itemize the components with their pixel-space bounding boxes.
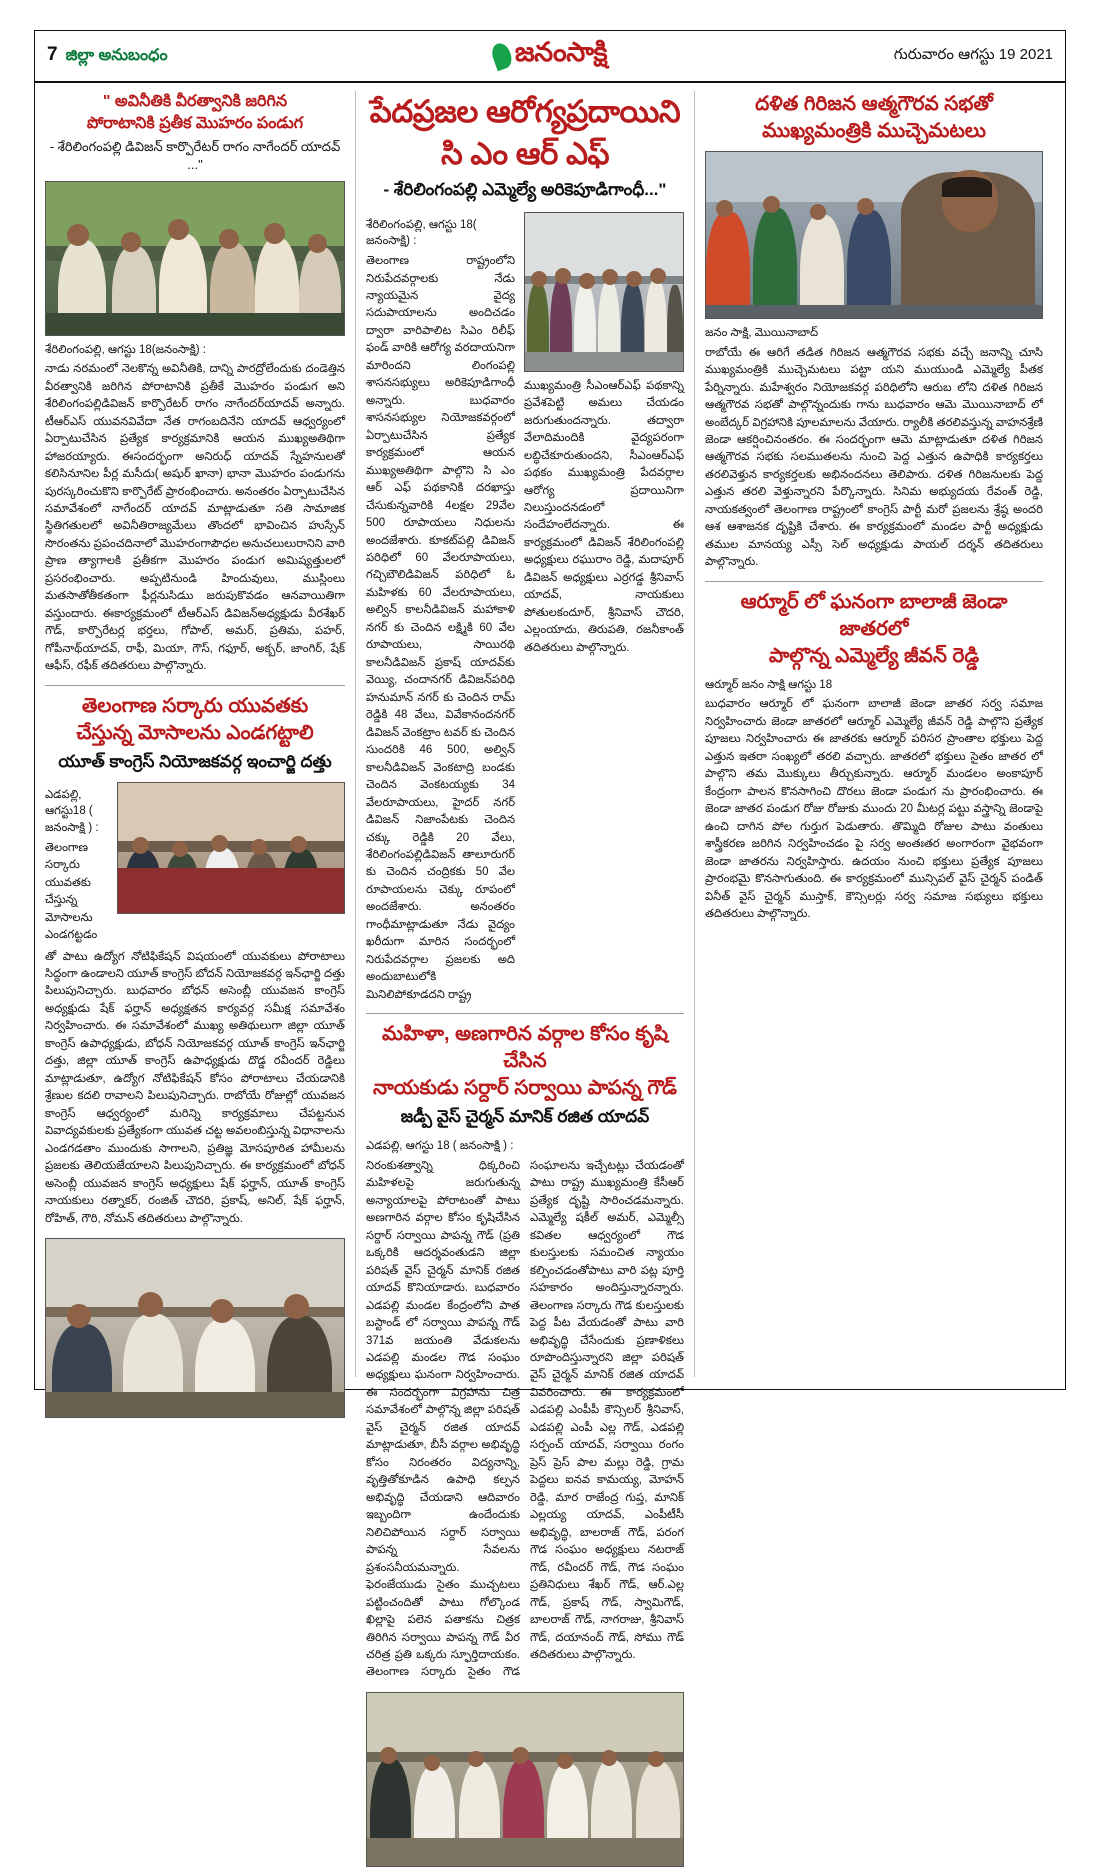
article-6-headline-line2: పాల్గొన్న ఎమ్మెల్యే జీవన్ రెడ్డి <box>768 644 980 667</box>
article-4-headline-line2: నాయకుడు సర్దార్ సర్వాయి పాపన్న గౌడ్ <box>373 1077 677 1100</box>
article-3-dateline: శేరిలింగంపల్లి, ఆగస్టు 18( జనంసాక్షి) : <box>366 218 477 248</box>
masthead-left <box>47 44 168 68</box>
photo-indoor-group-meeting <box>45 1238 345 1418</box>
article-3-body-right: ముఖ్యమంత్రి సీఎంఆర్ఎఫ్ పథకాన్ని ప్రవేశపెట్టి అమలు చేయడం జరుగుతుందన్నారు. తద్వారా వేలాదిమందికి వైద్యపరంగా లబ్ధిచేకూరుతుందని, సీఎంఆర్ఎఫ్ పథకం ముఖ్యమంత్రి పేదవర్గాల ఆరోగ్య ప్రదాయినిగా నిలుస్తుందనడంలో సందేహంలేదన్నారు. ఈ కార్యక్రమంలో డివిజన్ శేరిలింగంపల్లి అధ్యక్షులు రఘురాం రెడ్డి, మదాపూర్ డివిజన్ అధ్యక్షులు ఎర్రగడ్డ శ్రీనివాస్ యాదవ్, నాయకులు పోతులకందూర్, శ్రీనివాస్ చౌదరి, ఎల్లంయాదు, తిరుపతి, రజనీకాంత్ తదితరులు పాల్గొన్నారు. <box>524 379 684 654</box>
page-number: 7 <box>47 44 58 65</box>
article-3-subheadline: - శేరిలింగంపల్లి ఎమ్మెల్యే అరికెపూడిగాంధీ..." <box>383 179 667 199</box>
article-5-body: రాబోయే ఈ ఆరిగే తడిత గిరిజన ఆత్మగౌరవ సభకు వచ్చే జనాన్ని చూసి ముఖ్యమంత్రికి ముచ్చెమటలు పట్టా యని ముయుండి ఎమ్మెల్యే పీతక పేర్నిన్నారు. మహేశ్వరం నియోజకవర్గ పరిధిలోని ఆరుబ లోని దళిత గిరిజన ఆత్మగౌరవ సభతో పాల్గొన్నందుకు గాను బుధవారం ఆమె మొయినాబాద్ లో అంబేద్కర్ విగ్రహానికి పూలమాలను వేయారు. ర్యాలీకి తరలివస్తున్న వాహనశ్రేణి జెండా ఆకర్షించినంతరం. ఈ సందర్భంగా ఆమె మాట్లాడుతూ దళిత గిరిజన ఆత్మగౌరవ సభకు సలముతలను నుంచి పెద్ద ఎత్తున ఉపాధికి కార్యకర్తలు తరలివెళ్తున కార్యకర్తలకు అభినందనలు తెలిపారు. దళిత గిరిజనులకు పెద్ద ఎత్తున తరలి వెళ్తున్నారని పేర్కొన్నారు. సినిమ అభ్యుదయ రేవంత్ రెడ్డి, నాయకత్వంలో తెలంగాణ రాష్ట్రంలో కాంగ్రెస్ పార్టీ మరో ప్రజలను శ్రేష్ఠ అందరి ఆశ ఆశాజనక దృష్టికి చేశారు. ఈ కార్యక్రమంలో మండల పార్టీ అధ్యక్షుడు తముల మానయ్య ఎస్సీ సెల్ అధ్యక్షుడు పాయల్ దర్శన్ తదితరులు పాల్గొన్నారు. <box>705 346 1043 569</box>
article-3 <box>366 91 684 1004</box>
article-1-dateline: శేరిలింగంపల్లి, ఆగస్టు 18(జనంసాక్షి) : <box>45 343 206 356</box>
article-1 <box>45 91 345 676</box>
article-1-headline-line2: పోరాటానికి ప్రతీక మొహరం పండుగ <box>86 114 304 132</box>
article-6-dateline: ఆర్మూర్ జనం సాక్షి ఆగస్టు 18 <box>705 678 833 691</box>
column-right <box>705 91 1043 1377</box>
masthead <box>35 31 1065 83</box>
newspaper-page <box>34 30 1066 1679</box>
article-3-headline: పేదప్రజల ఆరోగ్యప్రదాయిని సి ఎం ఆర్ ఎఫ్ <box>369 94 681 171</box>
publication-date: గురువారం ఆగస్టు 19 2021 <box>893 45 1053 63</box>
article-4-dateline: ఎడపల్లి, ఆగస్టు 18 ( జనంసాక్షి ) : <box>366 1140 514 1153</box>
article-6-headline-line1: ఆర్మూర్ లో ఘనంగా బాలాజీ జెండా జాతరలో <box>740 590 1008 640</box>
column-center <box>355 91 695 1679</box>
article-6-body: బుధవారం ఆర్మూర్ లో ఘనంగా బాలాజీ జెండా జాతర సర్వ సమాజ నిర్వహించారు జెండా జాతరలో ఆర్మూర్ ఎమ్మెల్యే జీవన్ రెడ్డి పాల్గొని ప్రత్యేక పూజలు నిర్వహించారు ఈ జాతరకు ఆర్మూర్ పరిసర ప్రాంతాల భక్తులు పెద్ద ఎత్తున ఇతరా సంఖ్యలో తరలి వచ్చారు. జాతరలో భక్తులు సైతం జాతర లో పాల్గొని తమ మొక్కులు తీర్చుకున్నారు. ఆర్మూర్ మండలం అంకాపూర్ కేంద్రంగా పాలన కొనసాగించి దొరలు జెండా పండుగ ను ప్రారంభించారు. ఈ జెండా జాతర పండుగ రోజు రోజుకు ముందు 20 మీటర్ల పట్టు వస్త్రాన్ని జెండాపై ఉంచి దాగిన పోల గుర్తుగ పెడుతారు. తొమ్మిది రోజుల పాటు వంతులు శాస్త్రీకరణ జరిగిన నిర్వహించడం పై సర్వ అంతఃతర అంగారంగా వైభవంగా జెండా జాతరను నిర్వహిస్తారు. ఉదయం నుంచి భక్తులు ప్రత్యేక పూజలు ప్రారంభమై కొనసాగుతుంది. ఈ కార్యక్రమంలో మున్సిపల్ వైస్ చైర్మన్ పండిత్ వినీత్ వైస్ చైర్మన్ ముస్తాక్, కౌన్సిలర్లు సర్వ సమాజ సభ్యులు భక్తులు తదితరులు పాల్గొన్నారు. <box>705 698 1043 921</box>
article-5-headline-line1: దళిత గిరిజన ఆత్మగౌరవ సభతో <box>755 93 993 115</box>
article-5 <box>705 91 1043 572</box>
newspaper-logo <box>493 37 607 75</box>
divider <box>45 685 345 686</box>
article-2-headline-line1: తెలంగాణ సర్కారు యువతకు <box>81 694 309 717</box>
article-4-subheadline: జడ్పీ వైస్ చైర్మన్ మానిక్ రజిత యాదవ్ <box>400 1107 650 1127</box>
article-2-dateline: ఎడపల్లి, ఆగస్టు18 ( జనంసాక్షి ) : <box>45 788 99 835</box>
divider <box>705 581 1043 582</box>
article-4 <box>366 1021 684 1682</box>
article-1-body: నాడు నరమంలో నెలకొన్న అవినీతికి, దాన్ని పారద్రోలేందుకు దండెత్తిన వీరత్వానికి జరిగిన పోరాటానికి ప్రతీకే మొహరం పండుగ అని శేరిలింగంపల్లిడివిజన్ కార్పొరేటర్ రాగం నాగేందర్‌యాదవ్ అన్నారు. టీఆర్ఎస్ యువనవివేదా నేత రాగంబదినేని యాదవ్ ఆధ్వర్యంలో ఏర్పాటుచేసిన ప్రత్యేక కార్యక్రమానికి ఆయన ముఖ్యఅతిథిగా హాజరయ్యారు. ఈసందర్భంగా అనిరుధ్ యాదవ్ స్నేహనులతో కలిసినూనిల పీర్ల మసీదు( అషుర్ ఖానా) భానా మొహరం పండుగను పురస్కరించుకొని కార్పొరేట్ ప్రారంభించారు. అనంతరం ఏర్పాటుచేసిన సమావేశంలో నాగేందర్ యాదవ్ మాట్లాడుతూ సతి సామాజిక స్థితిగతులలో అవినీతిరాజ్యమేలు తొందలో భావించిన హుస్సేన్ సొరంతను ప్రపంచదినాలో మొహరంగాపౌధల అనుచలులురానిని వారి ప్రాణ త్యాగాలకి ప్రతీకగా మొహరం పండుగ అమిష్యత్తులలో ప్రసరంభించారు. అప్పటినుండి హిందువులు, ముస్లింలు మతసాతోతీకతంగా ఫీర్లనుసిడుు జరుపుకొవడం ఆనవాయితిగా వస్తుందారు. ఈకార్యక్రమంలో టీఆర్ఎస్ డివిజన్‌అధ్యక్షుడు వీరశేఖర్ గౌడ్, కార్పొరేటర్ల భర్తలు, గోపాల్, అమర్, ప్రతిమ, పహర్, గోపీనాథ్‌యాదవ్, రాఫీ, మియా, గౌస్, గఫూర్, అక్బర్, జాంగిర్, షేక్ ఆఫీస్, రఫీక్ తదితరులు పాల్గొన్నారు. <box>45 363 345 673</box>
article-2-body: తో పాటు ఉద్యోగ నోటిఫికేషన్ విషయంలో యువకులు పోరాటాలు సిద్ధంగా ఉండాలని యూత్ కాంగ్రెస్ బోదన్ నియోజకవర్గ ఇన్‌ఛార్జి దత్తు పిలుపునిచ్చారు. బుధవారం బోధన్ అసెంబ్లీ యువజన కాంగ్రెస్ అధ్యక్షుడు షేక్ ఫర్హాన్ అధ్యక్షతన కార్యవర్గ సమీక్ష సమావేశం నిర్వహించారు. ఈ సమావేశంలో ముఖ్య అతిథులుగా జిల్లా యూత్ కాంగ్రెస్ ఉపాధ్యక్షుడు, బోధన్ నియోజకవర్గ యూత్ కాంగ్రెస్ ఇన్‌ఛార్జి దత్తు, జిల్లా యూత్ కాంగ్రెస్ ఉపాధ్యక్షుడు దొడ్డ రవీందర్ రెడ్డిలు మాట్లాడుతూ, ఉద్యోగ నోటిఫికేషన్ కోసం పోరాటాలు చేయడానికి శ్రేణుల కదలి రావాలని పిలుపునిచ్చారు. రాబోయే రోజుల్లో యువజన కాంగ్రెస్ ఆధ్వర్యంలో మరిన్ని కార్యక్రమాలు చేపట్టనున వివాద్యవకులకు ప్రత్యేకంగా యువత చట్ట అవలంబిస్తున్న విధానాలను ఎండగడతాం ముందుకు సాగాలని, ప్రతిజ్ఞ మోసపూరిత హామీలను ప్రజలకు తెలియజేయాలని పిలుపునిచ్చారు. ఈ కార్యక్రమంలో బోధన్ అసెంబ్లీ యువజన కాంగ్రెస్ అధ్యక్షులు షేక్ ఫర్హాన్, యూత్ కాంగ్రెస్ నాయకులు రత్నాకర్, రంజిత్ చౌదరి, ప్రకాష్, అనిల్, షేక్ ఫర్హాన్, రోహిత్, గౌరి, నోమన్ తదితరులు పాల్గొన్నారు. <box>45 950 345 1225</box>
photo-statue-garlanding <box>366 1692 684 1867</box>
article-3-body-left: తెలంగాణ రాష్ట్రంలోని నిరుపేదవర్గాలకు నేడు న్యాయమైన వైద్య సదుపాయాలను అందిచడం ద్వారా వారిపాలిట సిఎం రిలీఫ్ ఫండ్ వారికి ఆరోగ్య వరదాయనిగా మారిందని లింగంపల్లి శాసనసభ్యులు అరికెపూడిగాంధీ అన్నారు. బుధవారం శాసనసభ్యుల నియోజకవర్గంలో ఏర్పాటుచేసిన ప్రత్యేక కార్యక్రమంలో ఆయన ముఖ్యఅతిథిగా పాల్గొని సి ఎం ఆర్ ఎఫ్ పథకానికి దరఖాస్తు చేసుకున్నవారికి 4లక్షల 29వేల 500 రూపాయలు నిధులను అందజేశారు. కూకట్‌పల్లి డివిజన్ పరిధిలో 60 వేలరూపాయలు, గచ్చిబౌలిడివిజన్ పరిధిలో ఓ మహిళకు 60 వేలరూపాయలు, అల్విన్ కాలనీడివిజన్ మహాకాళి నగర్ కు చెందిన లక్ష్మికి 60 వేల రూపాయలు, సాయిరథి కాలనీడివిజన్ ప్రకాష్ యాదవ్‌కు వెయ్యి, చందానగర్ డివిజన్‌పరిధి హనుమాన్ నగర్ కు చెందిన రామ్ రెడ్డికి 48 వేలు, వివేకానందనగర్ డివిజన్ వెంకట్రాం టవర్ కు చెందిన సుందరికి 46 500, అల్విన్ కాలనీడివిజన్ వెంకటాద్రి బండకు చెందిన వెంకటయ్యకు 34 వేలరూపాయలు, హైదర్ నగర్ డివిజన్ నిజాంపేటకు చెందిన చక్కు రెడ్డికి 20 వేలు, శేరిలింగంపల్లిడివిజన్ తాలూరుగర్ కు చెందిన చంద్రికకు 50 వేల రూపాయలను చెక్కు రూపంలో అందజేశారు. అనంతరం గాంధీమాట్లాడుతూ నేడు వైద్యం ఖరీదుగా మారిన సందర్భంలో నిరుపేదవర్గాల ప్రజలకు అది అందుబాటులోకి మినిలిపోకూడదని రాష్ట్ర <box>366 255 516 1001</box>
divider <box>366 1013 684 1014</box>
article-2 <box>45 693 345 1228</box>
article-5-headline-line2: ముఖ్యమంత్రికి ముచ్చెమటలు <box>762 120 986 142</box>
article-4-headline-line1: మహిళా, అణగారిన వర్గాల కోసం కృషి చేసిన <box>381 1023 669 1073</box>
photo-felicitation <box>45 181 345 336</box>
article-1-headline-line1: " అవినీతికి వీరత్వానికి జరిగిన <box>102 93 288 110</box>
logo-text: జనంసాక్షి <box>514 37 608 67</box>
photo-youth-congress-meeting <box>117 782 345 914</box>
article-5-dateline: జనం సాక్షి, మొయినాబాద్ <box>705 327 819 339</box>
article-4-body: నిరంకుశత్వాన్ని ధిక్కరించి మహిళలపై జరుగుతున్న అన్యాయాలపై పోరాటంతో పాటు అణగారిన వర్గాల కోసం కృషిచేసిన సర్దార్ సర్వాయి పాపన్న గౌడ్ (ప్రతి ఒక్కరికి ఆదర్శవంతుడని జిల్లా పరిషత్ వైస్ చైర్మన్ మానిక్ రజిత యాదవ్ కొనియాడారు. బుధవారం ఎడపల్లి మండల కేంద్రంలోని పాత బస్టాండ్ లో సర్వాయి పాపన్న గౌడ్ 371వ జయంతి వేడుకలను ఎడపల్లి మండల గౌడ సంఘం అధ్యక్షులు ఘనంగా నిర్వహించారు. ఈ సందర్భంగా విగ్రహాను చిత్ర సమావేశంలో పాల్గొన్న జిల్లా పరిషత్ వైస్ చైర్మన్ రజిత యాదవ్ మాట్లాడుతూ, బీసీ వర్గాల అభివృద్ధి కోసం నిరంతరం విద్యనాన్ని, వృత్తితోకూడిన ఉపాధి కల్పన అభివృద్ధి చేయడాని ఆదివారం ఇబ్బందిగా ఉందేందుకు నిలిచిపోయిన సర్దార్ సర్వాయి పాపన్న సేవలను ప్రశంసనీయమన్నారు. ఫెరంజేయుడు సైతం ముచ్చటలు పట్టించందితో పాటు గోల్కొండ ఖిల్లాపై పలెన పతాకను చిత్రక తిరిగిన సర్వాయి పాపన్న గౌడ్ వీర చరిత్ర ప్రతి ఒక్కరు స్ఫూర్తిదాయకం. తెలంగాణ సర్కారు సైతం గౌడ సంఘాలను ఇచ్చేటట్లు చేయడంతో పాటు రాష్ట్ర ముఖ్యమంత్రి కేసీఆర్ ప్రత్యేక దృష్టి సారించడమన్నారు. ఎమ్మెల్యే షకీల్ అమర్, ఎమ్మెల్సీ కవితల ఆధ్వర్యంలో గౌడ కులస్తులకు సమంచిత న్యాయం కల్పించడంతోపాటు వారి పట్ల పూర్తి సహకారం అందిస్తున్నారన్నారు. తెలంగాణ సర్కారు గౌడ కులస్తులకు పెద్ద పీట వేయడంతో పాటు వారి అభివృద్ధి చేసేందుకు ప్రణాళికలు రూపొందిస్తున్నారని జిల్లా పరిషత్ వైస్ చైర్మన్ మానిక్ రజిత యాదవ్ వివరించారు. ఈ కార్యక్రమంలో ఎడపల్లి ఎంపీపీ కౌన్సిలర్ శ్రీనివాస్, ఎడపల్లి ఎంపీ ఎల్ల గౌడ్, ఎడపల్లి సర్పంచ్ యాదవ్, సర్వాయి రంగం ప్రెస్ ప్రెస్ పాల మల్లు రెడ్డి, గ్రామ పెద్దలు ఐనవ కామయ్య, మోహన్ రెడ్డి, మార రాజేంద్ర గుప్త, మానిక్ ఎల్లయ్య యాదవ్, ఎంపీటీసీ అభివృద్ధి, బాలరాజ్ గౌడ్, పరంగ గౌడ సంఘం అధ్యక్షులు నటరాజ్ గౌడ్, రవీందర్ గౌడ్, గౌడ సంఘం ప్రతినిధులు శేఖర్ గౌడ్, ఆర్.ఎల్ల గౌడ్, ప్రకాష్ గౌడ్, స్వామిగౌడ్, బాలరాజ్ గౌడ్, నాగరాజు, శ్రీనివాస్ గౌడ్, దయానంద్ గౌడ్, సోము గౌడ్ తదితరులు పాల్గొన్నారు. <box>366 1159 684 1679</box>
article-2-subheadline: యూత్ కాంగ్రెస్ నియోజకవర్గ ఇంచార్జి దత్తు <box>58 751 332 771</box>
leaf-icon <box>489 41 515 72</box>
page-columns <box>35 83 1065 1679</box>
article-2-headline-line2: చేస్తున్న మోసాలను ఎండగట్టాలి <box>76 721 314 744</box>
photo-cheque-distribution <box>524 212 684 372</box>
column-left <box>45 91 345 1377</box>
article-1-subheadline: - శేరిలింగంపల్లి డివిజన్ కార్పొరేటర్ రాగం నాగేందర్ యాదవ్ ..." <box>49 139 341 173</box>
article-6 <box>705 589 1043 924</box>
article-2-lead: తెలంగాణ సర్కారు యువతకు చేస్తున్న మోసాలను ఎండగట్టడం <box>45 841 98 942</box>
photo-leader-portrait-rally <box>705 151 1043 319</box>
section-label: జిల్లా అనుబంధం <box>65 47 168 64</box>
